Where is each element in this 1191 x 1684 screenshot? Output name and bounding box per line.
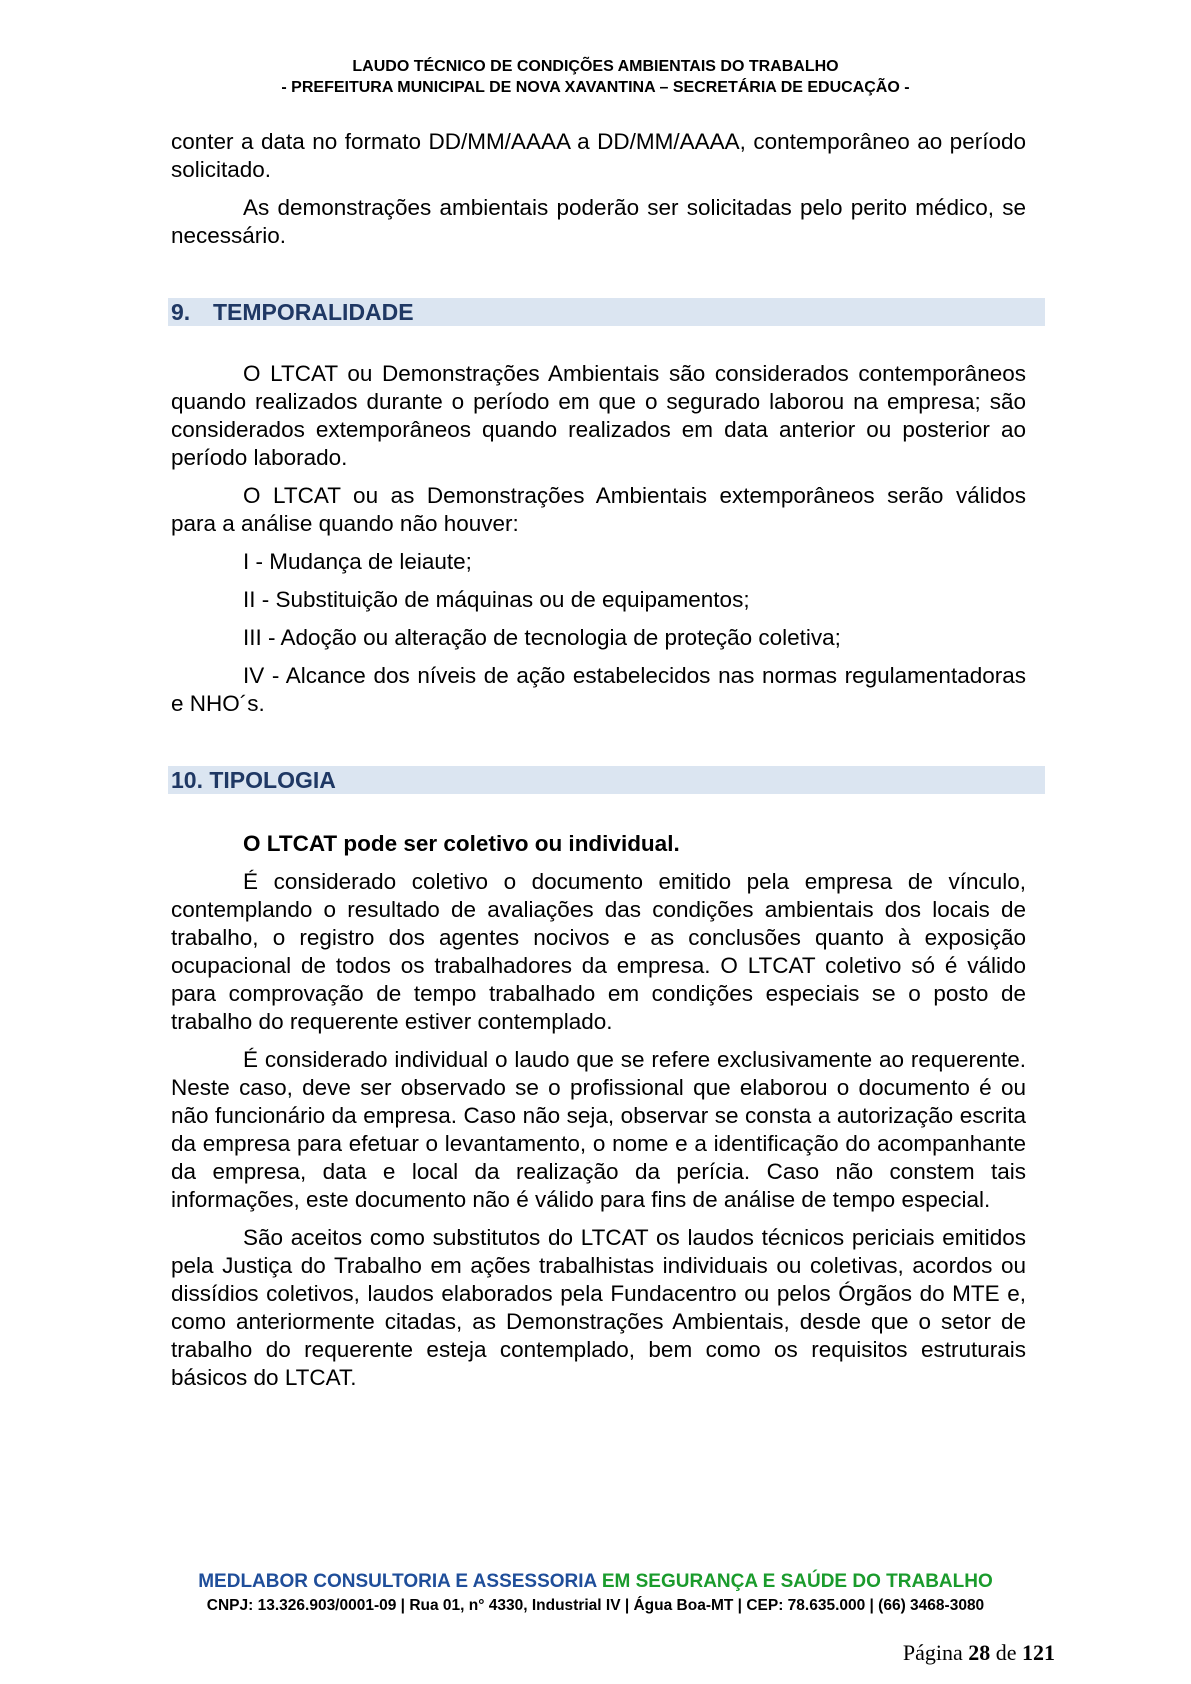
section-9-title: TEMPORALIDADE <box>213 299 414 325</box>
section-10-paragraph-1: É considerado coletivo o documento emitido pela empresa de vínculo, contemplando o resultado de avaliações das condições ambientais dos locais de trabalho, o registro dos agentes nocivos e as conclusões quanto à exposição ocupacional de todos os trabalhadores da empresa. O LTCAT coletivo só é válido para comprovação de tempo trabalhado em condições especiais se o posto de trabalho do requerente estiver contemplado. <box>171 869 1026 1034</box>
section-10-title: 10. TIPOLOGIA <box>171 767 336 793</box>
footer-company-field: EM SEGURANÇA E SAÚDE DO TRABALHO <box>601 1571 993 1592</box>
section-9-paragraph-1: O LTCAT ou Demonstrações Ambientais são considerados contemporâneos quando realizados durante o período em que o segurado laborou na empresa; são considerados extemporâneos quando realizados em data anterior ou posterior ao período laborado. <box>171 361 1026 470</box>
intro-paragraph-1: conter a data no formato DD/MM/AAAA a DD/MM/AAAA, contemporâneo ao período solicitado. <box>171 129 1026 182</box>
section-9-paragraph-2: O LTCAT ou as Demonstrações Ambientais extemporâneos serão válidos para a análise quando não houver: <box>171 483 1026 536</box>
section-10-paragraph-2: É considerado individual o laudo que se refere exclusivamente ao requerente. Neste caso, deve ser observado se o profissional que elaborou o documento é ou não funcionário da empresa. Caso não seja, observar se consta a autorização escrita da empresa para efetuar o levantamento, o nome e a identificação do acompanhante da empresa, data e local da realização da perícia. Caso não constem tais informações, este documento não é válido para fins de análise de tempo especial. <box>171 1047 1026 1212</box>
document-header <box>0 56 1191 98</box>
page-number <box>903 1640 1055 1666</box>
page-content <box>171 128 1026 1402</box>
page-word: Página <box>902 1640 963 1665</box>
section-10-paragraph-3: São aceitos como substitutos do LTCAT os laudos técnicos periciais emitidos pela Justiça do Trabalho em ações trabalhistas individuais ou coletivas, acordos ou dissídios coletivos, laudos elaborados pela Fundacentro ou pelos Órgãos do MTE e, como anteriormente citadas, as Demonstrações Ambientais, desde que o setor de trabalho do requerente esteja contemplado, bem como os requisitos estruturais básicos do LTCAT. <box>171 1225 1026 1390</box>
footer-contact: CNPJ: 13.326.903/0001-09 | Rua 01, n° 4330, Industrial IV | Água Boa-MT | CEP: 78.635.000 | (66) 3468-3080 <box>206 1597 985 1614</box>
section-9-number: 9. <box>171 299 191 325</box>
page-of: de <box>995 1640 1017 1665</box>
page-current: 28 <box>968 1640 991 1665</box>
section-9-list-item: II - Substituição de máquinas ou de equipamentos; <box>243 587 750 612</box>
section-9-list-item: I - Mudança de leiaute; <box>243 549 472 574</box>
footer-company-name: MEDLABOR CONSULTORIA E ASSESSORIA <box>198 1571 597 1592</box>
page-total: 121 <box>1022 1640 1055 1665</box>
section-9-list-item: III - Adoção ou alteração de tecnologia de proteção coletiva; <box>243 625 841 650</box>
section-9-heading <box>168 298 1045 326</box>
section-10-heading <box>168 766 1045 794</box>
section-10-lead: O LTCAT pode ser coletivo ou individual. <box>243 831 680 856</box>
header-title: LAUDO TÉCNICO DE CONDIÇÕES AMBIENTAIS DO TRABALHO <box>352 58 839 75</box>
header-subtitle: - PREFEITURA MUNICIPAL DE NOVA XAVANTINA – SECRETÁRIA DE EDUCAÇÃO - <box>281 79 910 96</box>
section-9-list-item: IV - Alcance dos níveis de ação estabelecidos nas normas regulamentadoras e NHO´s. <box>171 663 1026 716</box>
footer-company <box>0 1570 1191 1594</box>
intro-paragraph-2: As demonstrações ambientais poderão ser solicitadas pelo perito médico, se necessário. <box>171 195 1026 248</box>
